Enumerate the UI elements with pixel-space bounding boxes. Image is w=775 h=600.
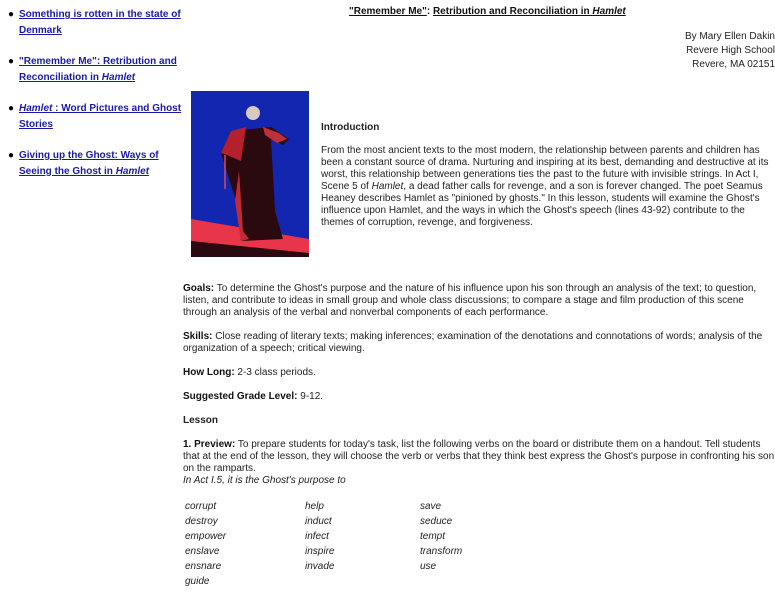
bullet-icon: ● — [8, 103, 15, 114]
ghost-photo-graphic — [191, 91, 309, 257]
page-title — [349, 6, 626, 17]
bullet-icon: ● — [8, 9, 15, 20]
link-text: Giving up the Ghost: Ways of Seeing the Ghost in — [19, 150, 159, 177]
skills-label: Skills: — [183, 331, 213, 342]
skills-text: Close reading of literary texts; making inferences; examination of the denotations and connotations of words; analysis of the organization of a speech; critical viewing. — [183, 331, 763, 354]
verb-item: save — [420, 501, 442, 512]
sidebar-link-something-rotten[interactable]: Something is rotten in the state of Denmark — [19, 9, 181, 36]
link-text: "Remember Me": Retribution and Reconciliation in — [19, 56, 177, 83]
verb-item: use — [420, 561, 437, 572]
verb-item: corrupt — [185, 501, 217, 512]
intro-text-part1: From the most ancient texts to the most modern, the relationship between parents and children has been a constant source of drama. Nurturing and inspiring at its best, demanding and destructive at its worst, this relationship between generations ties the past to the future with invisible strings. In Act I, Scene 5 of — [321, 145, 769, 192]
verb-column-2 — [305, 501, 415, 576]
grade-level-text: 9-12. — [297, 391, 324, 402]
sidebar-link-giving-up-ghost[interactable] — [19, 148, 184, 179]
verb-item: infect — [305, 531, 329, 542]
verb-item: transform — [420, 546, 463, 557]
title-separator: : — [426, 6, 433, 17]
how-long-paragraph — [183, 367, 775, 379]
link-italic-text: Hamlet — [101, 71, 136, 83]
goals-paragraph — [183, 283, 775, 319]
verb-column-1 — [185, 501, 295, 591]
author-school: Revere High School — [686, 45, 775, 56]
sidebar-link-word-pictures[interactable] — [19, 101, 184, 132]
lesson-heading: Lesson — [183, 415, 219, 426]
bullet-icon: ● — [8, 150, 15, 161]
verb-item: ensnare — [185, 561, 222, 572]
link-italic-text: Hamlet — [19, 103, 53, 114]
author-name: By Mary Ellen Dakin — [684, 31, 775, 42]
verb-item: induct — [305, 516, 332, 527]
introduction-text — [321, 145, 771, 229]
grade-level-paragraph — [183, 391, 775, 403]
verb-item: destroy — [185, 516, 218, 527]
title-link-remember-me[interactable]: "Remember Me" — [349, 6, 427, 17]
verb-item: tempt — [420, 531, 446, 542]
ghost-photo — [191, 91, 309, 257]
goals-text: To determine the Ghost's purpose and the nature of his influence upon his son through an analysis of the text; to question, listen, and contribute to ideas in small group and whole class discussions; to compare a stage and film production of this scene through an analysis of the verbal and nonverbal components of each performance. — [183, 283, 757, 318]
verb-column-3 — [420, 501, 530, 576]
grade-level-label: Suggested Grade Level: — [183, 391, 298, 402]
goals-label: Goals: — [183, 283, 215, 294]
how-long-text: 2-3 class periods. — [234, 367, 316, 378]
title-rest-text: Retribution and Reconciliation in — [432, 6, 593, 17]
verb-item: inspire — [305, 546, 335, 557]
link-italic-text: Hamlet — [115, 165, 150, 177]
preview-text: To prepare students for today's task, list the following verbs on the board or distribute them on a handout. Tell students that at the end of the lesson, they will choose the verb or verbs that they think best express the Ghost's purpose in confronting his son on the ramparts. — [183, 439, 775, 474]
link-text: : Word Pictures and Ghost Stories — [19, 103, 182, 130]
title-italic: Hamlet — [592, 6, 626, 17]
intro-text-part2: , a dead father calls for revenge, and a son is forever changed. The poet Seamus Heaney describes Hamlet as "pinioned by ghosts." In this lesson, students will examine the Ghost's influence upon Hamlet, and the ways in which the Ghost's speech (lines 43-92) contribute to the themes of corruption, revenge, and forgiveness. — [321, 181, 763, 228]
verb-item: empower — [185, 531, 227, 542]
verb-item: help — [305, 501, 324, 512]
introduction-heading: Introduction — [321, 122, 380, 133]
verb-item: enslave — [185, 546, 220, 557]
bullet-icon: ● — [8, 56, 15, 67]
verb-item: invade — [305, 561, 335, 572]
verb-item: seduce — [420, 516, 453, 527]
title-rest — [433, 6, 626, 17]
preview-label: 1. Preview: — [183, 439, 236, 450]
preview-paragraph — [183, 439, 775, 475]
ghost-purpose-prompt: In Act I.5, it is the Ghost's purpose to — [183, 475, 346, 486]
how-long-label: How Long: — [183, 367, 235, 378]
author-block — [685, 30, 775, 72]
skills-paragraph — [183, 331, 775, 355]
author-location: Revere, MA 02151 — [692, 59, 775, 70]
verb-item: guide — [185, 576, 210, 587]
intro-italic-hamlet: Hamlet — [371, 181, 404, 192]
sidebar-link-remember-me[interactable] — [19, 54, 184, 85]
